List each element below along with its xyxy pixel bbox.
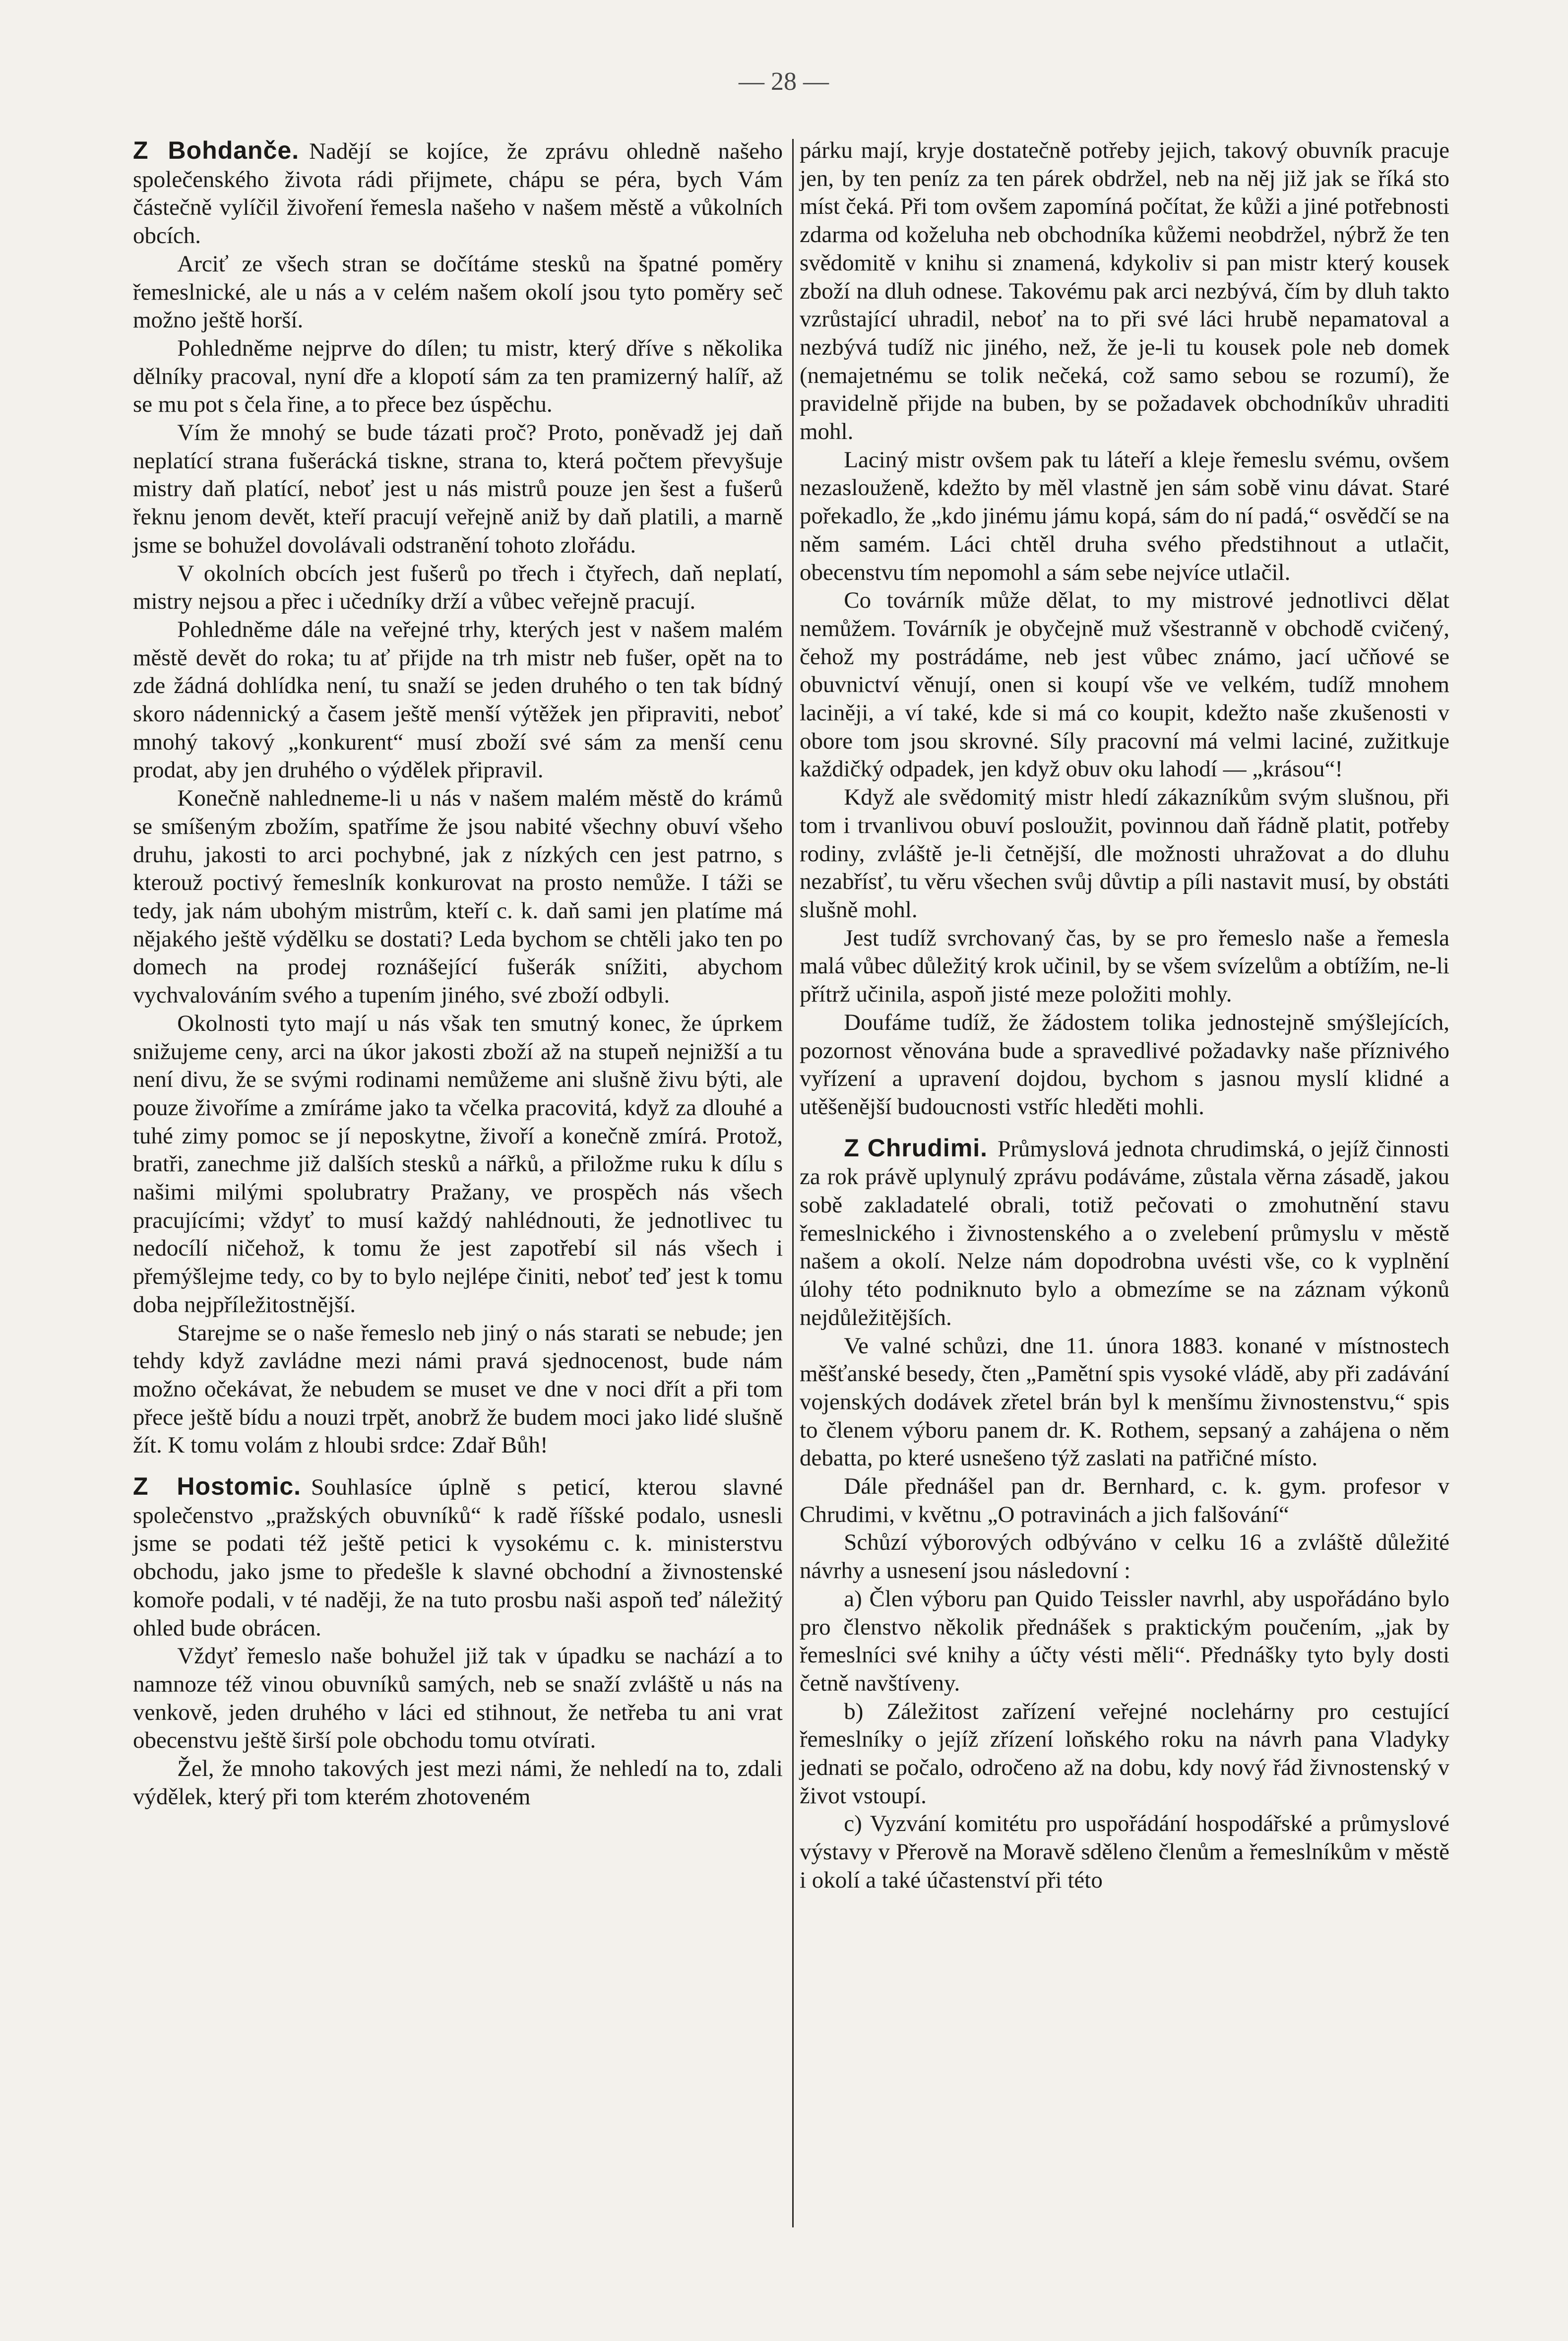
section-spacer bbox=[133, 1459, 783, 1472]
paragraph: Pohledněme dále na veřejné trhy, kterých jest v našem malém městě devět do roka; tu ať přijde na trh mistr neb fušer, opět na to zde žádná dohlídka není, tu snaží se jeden druhého o ten tak bídný skoro nádennický a časem ještě menší výtěžek jen připraviti, neboť mnohý takový „konkurent“ musí zboží své sám za menší cenu prodat, aby jen druhého o výdělek připravil. bbox=[133, 616, 783, 783]
paragraph: Co továrník může dělat, to my mistrové jednotlivci dělat nemůžem. Továrník je obyčejně muž všestranně v obchodě cvičený, čehož my postrádáme, neb jest vůbec známo, jací učňové se obuvnictví věnují, onen si koupí vše ve velkém, tudíž mnohem laciněji, a ví také, kde si má co koupit, kdežto naše zkušenosti v obore tom jsou skrovné. Síly pracovní má velmi laciné, zužitkuje každičký odpadek, jen když obuv oku lahodí — „krásou“! bbox=[800, 587, 1449, 782]
hostomic-report-intro bbox=[133, 1472, 783, 1642]
paragraph: b) Záležitost zařízení veřejné noclehárny pro cestující řemeslníky o jejíž zřízení loňského roku na návrh pana Vladyky jednati se počalo, odročeno až na dobu, kdy nový řád živnostenský v život vstoupí. bbox=[800, 1698, 1449, 1809]
paragraph-text: Souhlasíce úplně s peticí, kterou slavné společenstvo „pražských obuvníků“ k radě říšské podalo, usnesli jsme se podati též ještě petici k vysokému c. k. ministerstvu obchodu, jako jsme to předešle k slavné obchodní a živnostenské komoře podali, v té naději, že na tuto prosbu naši aspoň teď náležitý ohled bude obrácen. bbox=[133, 1474, 783, 1641]
paragraph: Jest tudíž svrchovaný čas, by se pro řemeslo naše a řemesla malá vůbec důležitý krok učinil, by se všem svízelům a obtížím, ne-li přítrž učinila, aspoň jisté meze položiti mohly. bbox=[800, 925, 1449, 1008]
section-heading-chrudim: Z Chrudimi. bbox=[844, 1134, 988, 1162]
bohdanec-report-intro bbox=[133, 136, 783, 250]
paragraph: Konečně nahledneme-li u nás v našem malém městě do krámů se smíšeným zbožím, spatříme že jsou nabité všechny obuví všeho druhu, jakosti to arci pochybné, jak z nízkých cen jest patrno, s kterouž poctivý řemeslník konkurovat na prosto nemůže. I táži se tedy, jak nám ubohým mistrům, kteří c. k. daň sami jen platíme má nějakého ještě výdělku se dostati? Leda bychom se chtěli jako ten po domech na prodej roznášející fušerák snížiti, abychom vychvalováním svého a tupením jiného, své zboží odbyli. bbox=[133, 785, 783, 1009]
paragraph: Dále přednášel pan dr. Bernhard, c. k. gym. profesor v Chrudimi, v květnu „O potravinách a jich falšování“ bbox=[800, 1473, 1449, 1527]
right-column bbox=[800, 136, 1449, 1895]
paragraph: c) Vyzvání komitétu pro uspořádání hospodářské a průmyslové výstavy v Přerově na Moravě sděleno členům a řemeslníkům v městě i okolí a také účastenství při této bbox=[800, 1811, 1449, 1893]
paragraph: Pohledněme nejprve do dílen; tu mistr, který dříve s několika dělníky pracoval, nyní dře a klopotí sám za ten pramizerný halíř, až se mu pot s čela řine, a to přece bez úspěchu. bbox=[133, 335, 783, 418]
section-heading-hostomic: Z Hostomic. bbox=[133, 1472, 302, 1501]
paragraph: Okolnosti tyto mají u nás však ten smutný konec, že úprkem snižujeme ceny, arci na úkor jakosti zboží až na stupeň nejnižší a tu není divu, že se svými rodinami nemůžeme ani slušně živu býti, ale pouze živoříme a zmíráme jako ta včelka pracovitá, když za dlouhé a tuhé zimy pomoc se jí neposkytne, živoří a konečně zmírá. Protož, bratři, zanechme již dalších stesků a nářků, a přiložme ruku k dílu s našimi milými spolubratry Pražany, ve prospěch nás všech pracujícími; vždyť to musí každý nahlédnouti, že jednotlivec tu nedocílí ničehož, k tomu že jest zapotřebí sil nás všech i přemýšlejme tedy, co by to bylo nejlépe činiti, neboť teď jest k tomu doba nejpříležitostnější. bbox=[133, 1010, 783, 1318]
page-number: — 28 — bbox=[739, 67, 829, 96]
paragraph: párku mají, kryje dostatečně potřeby jejich, takový obuvník pracuje jen, by ten peníz za ten párek obdržel, neb na něj již jak se říká sto míst čeká. Při tom ovšem zapomíná počítat, že kůži a jiné potřebnosti zdarma od koželuha neb obchodníka kůžemi neobdržel, nýbrž že ten svědomitě v knihu si znamená, kdykoliv si pan mistr který kousek zboží na dluh odnese. Takovému pak arci nezbývá, čím by dluh takto vzrůstající uhradil, neboť na to při své láci hrubě nepamatoval a nezbývá tudíž nic jiného, než, že je-li tu kousek pole neb domek (nemajetnému se tolik nečeká, což samo sebou se rozumí), že pravidelně přijde na buben, by se požadavek obchodníkův uhraditi mohl. bbox=[800, 137, 1449, 445]
paragraph: Žel, že mnoho takových jest mezi námi, že nehledí na to, zdali výdělek, který při tom kterém zhotoveném bbox=[133, 1756, 783, 1810]
paragraph-text: Průmyslová jednota chrudimská, o jejíž činnosti za rok právě uplynulý zprávu podáváme, zůstala věrna zásadě, jakou sobě zakladatelé obrali, totiž pečovati o zmohutnění stavu řemeslnického i živnostenského a o zvelebení průmyslu v městě našem a okolí. Nelze nám dopodrobna uvésti vše, co k vyplnění úlohy této podniknuto bylo a obmezíme se na záznam výkonů nejdůležitějších. bbox=[800, 1136, 1449, 1330]
paragraph: a) Člen výboru pan Quido Teissler navrhl, aby uspořádáno bylo pro členstvo několik přednášek s praktickým poučením, „jak by řemeslníci své knihy a účty vésti měli“. Přednášky tyto byly dosti četně navštíveny. bbox=[800, 1585, 1449, 1696]
paragraph: Starejme se o naše řemeslo neb jiný o nás starati se nebude; jen tehdy když zavládne mezi námi pravá sjednocenost, bude nám možno očekávat, že nebudem se muset ve dne v noci dřít a při tom přece ještě bídu a nouzi trpět, anobrž že budem moci jako lidé slušně žít. K tomu volám z hloubi srdce: Zdař Bůh! bbox=[133, 1320, 783, 1458]
column-divider bbox=[792, 139, 794, 2227]
paragraph-text: Nadějí se kojíce, že zprávu ohledně našeho společenského života rádi přijmete, chápu se péra, bych Vám částečně vylíčil živoření řemesla našeho v našem městě a vůkolních obcích. bbox=[133, 138, 783, 249]
paragraph: Schůzí výborových odbýváno v celku 16 a zvláště důležité návrhy a usnesení jsou následovní : bbox=[800, 1529, 1449, 1584]
paragraph: Ve valné schůzi, dne 11. února 1883. konané v místnostech měšťanské besedy, čten „Pamětní spis vysoké vládě, aby při zadávání vojenských dodávek zřetel brán byl k menšímu živnostenstvu,“ spis to členem výboru panem dr. K. Rothem, sepsaný a zahájena o něm debatta, po které usnešeno týž zaslati na patřičné místo. bbox=[800, 1332, 1449, 1471]
chrudim-report-intro bbox=[800, 1134, 1449, 1332]
section-heading-bohdanec: Z Bohdanče. bbox=[133, 136, 300, 164]
paragraph: Doufáme tudíž, že žádostem tolika jednostejně smýšlejících, pozornost věnována bude a spravedlivé požadavky naše příznivého vyřízení a upravení dojdou, bychom s jasnou myslí klidné a utěšenější budoucnosti vstříc hleděti mohli. bbox=[800, 1009, 1449, 1120]
paragraph: Arciť ze všech stran se dočítáme stesků na špatné poměry řemeslnické, ale u nás a v celém našem okolí jsou tyto poměry seč možno ještě horší. bbox=[133, 251, 783, 333]
section-spacer bbox=[800, 1121, 1449, 1134]
paragraph: Vím že mnohý se bude tázati proč? Proto, poněvadž jej daň neplatící strana fušerácká tiskne, strana to, která počtem převyšuje mistry daň platící, neboť jest u nás mistrů pouze jen šest a fušerů řeknu jenom devět, kteří pracují veřejně aniž by daň platili, a marně jsme se bohužel dovolávali odstranění tohoto zlořádu. bbox=[133, 420, 783, 558]
paragraph: Když ale svědomitý mistr hledí zákazníkům svým slušnou, při tom i trvanlivou obuví posloužit, povinnou daň řádně platit, potřeby rodiny, zvláště je-li četnější, dle možnosti uhražovat a do dluhu nezabřísť, tu věru všechen svůj důvtip a píli nastavit musí, by obstáti slušně mohl. bbox=[800, 784, 1449, 923]
paragraph: Laciný mistr ovšem pak tu láteří a kleje řemeslu svému, ovšem nezaslouženě, kdežto by měl vlastně jen sám sobě vinu dávat. Staré pořekadlo, že „kdo jinému jámu kopá, sám do ní padá,“ osvědčí se na něm samém. Láci chtěl druha svého předstihnout a utlačit, obecenstvu tím nepomohl a sám sebe nejvíce utlačil. bbox=[800, 446, 1449, 585]
paragraph: V okolních obcích jest fušerů po třech i čtyřech, daň neplatí, mistry nejsou a přec i učedníky drží a vůbec veřejně pracují. bbox=[133, 560, 783, 615]
left-column bbox=[133, 136, 783, 1811]
paragraph: Vždyť řemeslo naše bohužel již tak v úpadku se nachází a to namnoze též vinou obuvníků samých, neb se snaží zvláště u nás na venkově, jeden druhého v láci ed stihnout, že netřeba tu ani vrat obecenstvu ještě širší pole obchodu tomu otvírati. bbox=[133, 1643, 783, 1754]
